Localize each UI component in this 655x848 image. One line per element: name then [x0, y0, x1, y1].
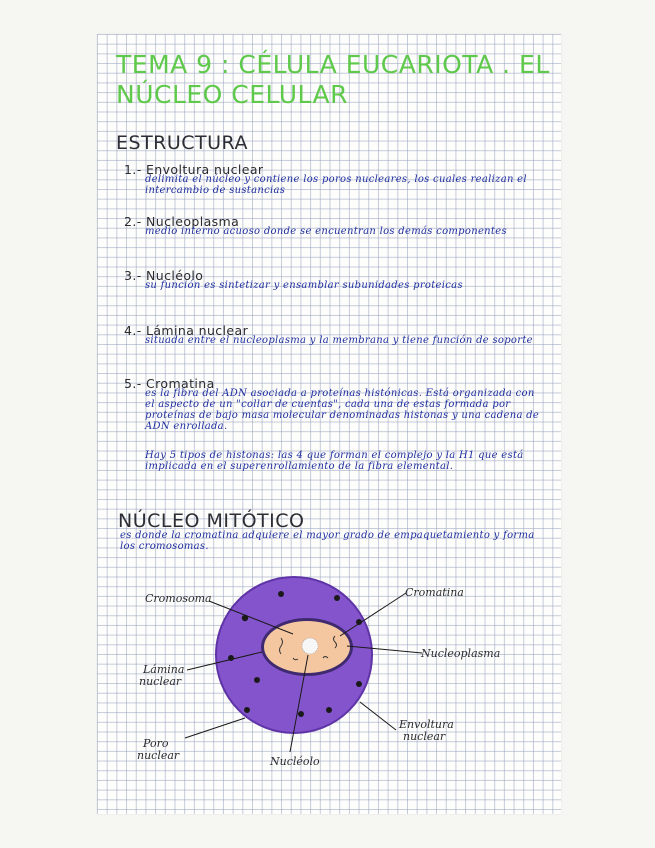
label-cromosoma: Cromosoma [145, 592, 212, 605]
item-text: delimita el núcleo y contiene los poros nucleares, los cuales realizan el intercambio de sustancias [145, 174, 527, 196]
mitotic-text: es donde la cromatina adquiere el mayor grado de empaquetamiento y forma los cromosomas. [120, 530, 535, 552]
section-heading-mitotic: NÚCLEO MITÓTICO [118, 510, 305, 532]
label-lamina-2: nuclear [139, 675, 182, 688]
nucleolus [302, 638, 318, 654]
item-heading: 2.- Nucleoplasma [124, 214, 240, 229]
nuclear-pore [326, 707, 332, 713]
item-text: situada entre el nucleoplasma y la membrana y tiene función de soporte [145, 335, 533, 346]
label-poro-1: Poro [143, 737, 169, 750]
item-heading: 1.- Envoltura nuclear [124, 162, 264, 177]
nuclear-pore [334, 595, 340, 601]
item-text: su función es sintetizar y ensamblar subunidades proteicas [145, 280, 463, 291]
leader-envoltura [360, 702, 396, 730]
item-heading: 5.- Cromatina [124, 376, 215, 391]
label-poro-2: nuclear [137, 749, 180, 762]
item-text: es la fibra del ADN asociada a proteínas histónicas. Está organizada con el aspecto de un "collar de cuentas", cada una de estas formada por proteínas de bajo masa molecular denominadas histonas y una cadena de ADN enrollada. [145, 388, 540, 432]
nuclear-pore [356, 681, 362, 687]
item-text: medio interno acuoso donde se encuentran los demás componentes [145, 226, 507, 237]
label-cromatina: Cromatina [405, 586, 464, 599]
leader-poro [185, 718, 245, 738]
section-heading-structure: ESTRUCTURA [116, 132, 248, 154]
label-nucleoplasma: Nucleoplasma [421, 647, 501, 660]
item-heading: 3.- Nucléolo [124, 268, 204, 283]
label-lamina-1: Lámina [143, 663, 185, 676]
label-nucleolo: Nucléolo [270, 755, 320, 768]
item-heading: 4.- Lámina nuclear [124, 323, 249, 338]
label-envoltura-2: nuclear [403, 730, 446, 743]
nuclear-pore [298, 711, 304, 717]
nuclear-pore [244, 707, 250, 713]
nuclear-pore [254, 677, 260, 683]
item-text-extra: Hay 5 tipos de histonas: las 4 que forman el complejo y la H1 que está implicada en el superenrollamiento de la fibra elemental. [145, 450, 524, 472]
nuclear-pore [278, 591, 284, 597]
page-title: TEMA 9 : CÉLULA EUCARIOTA . EL NÚCLEO CELULAR [116, 50, 550, 109]
nucleus-diagram [97, 560, 561, 790]
label-envoltura-1: Envoltura [399, 718, 454, 731]
